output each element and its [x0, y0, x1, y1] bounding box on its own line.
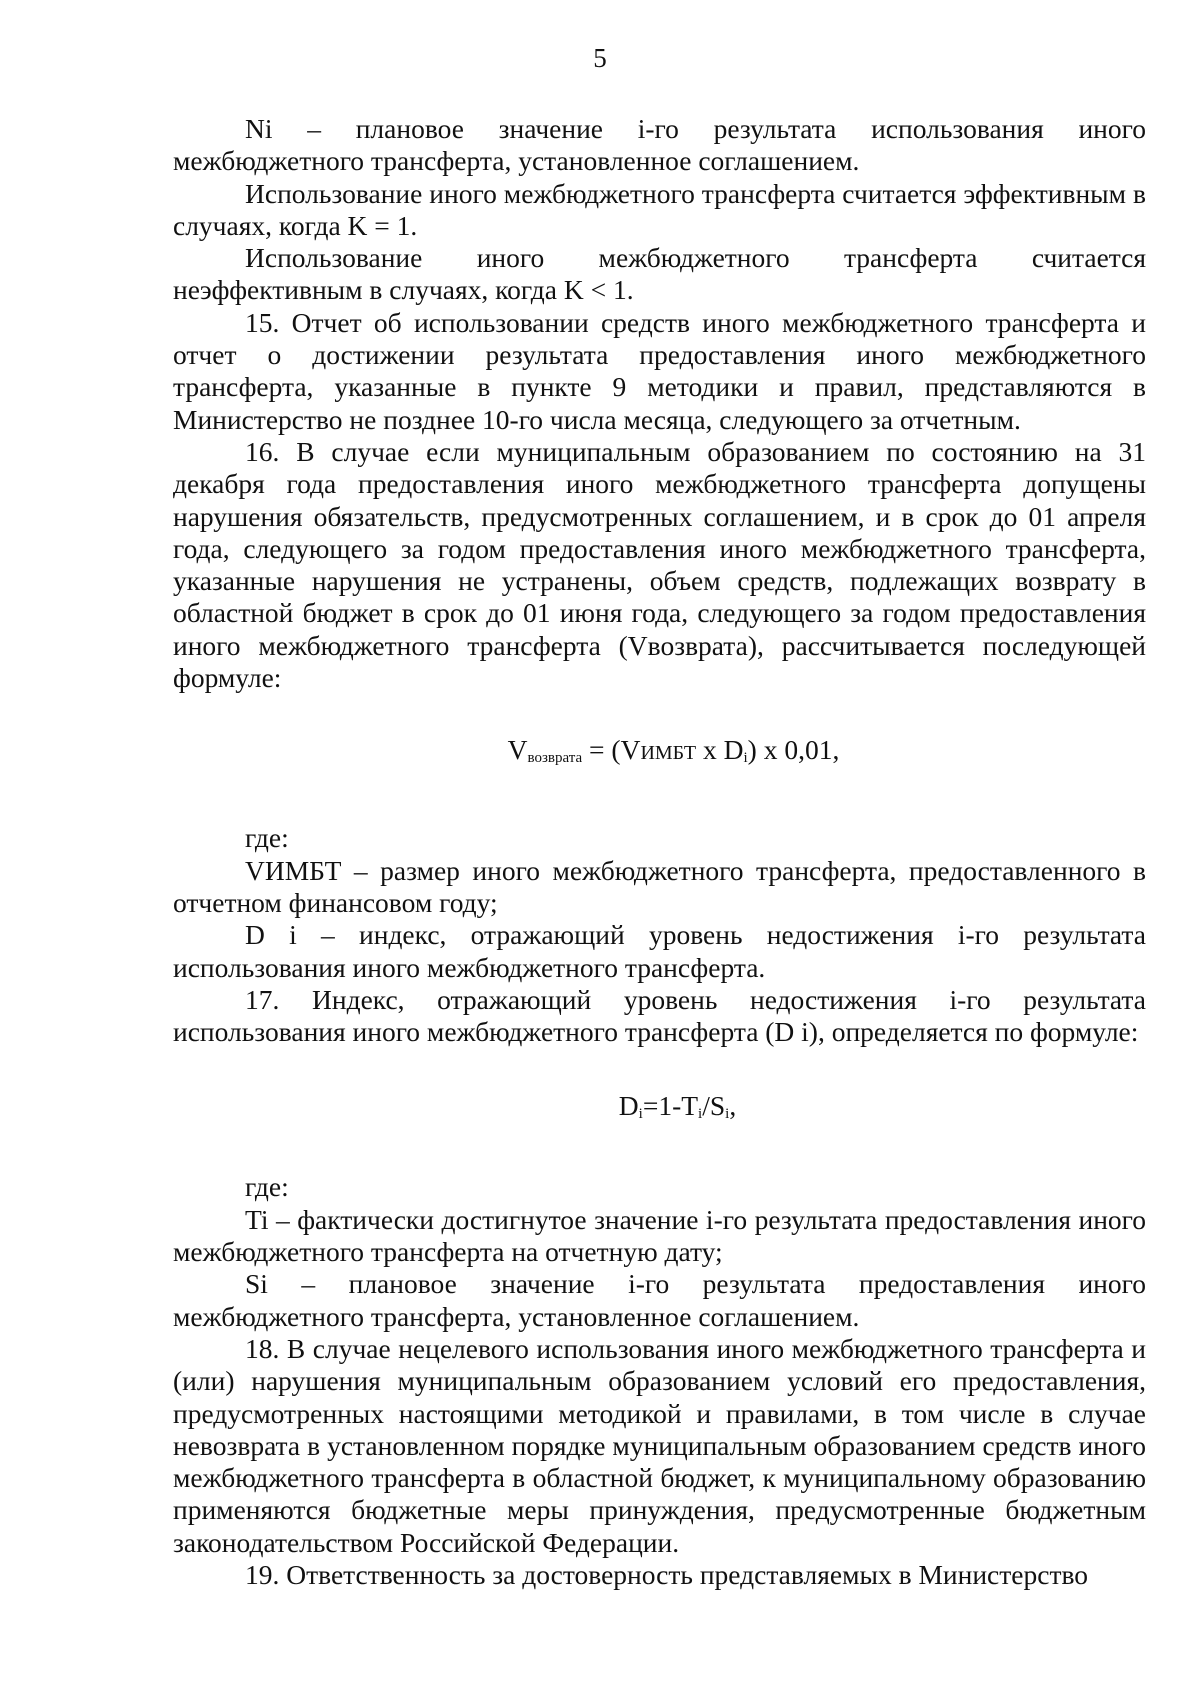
formula2-d-subscript: i — [638, 1106, 643, 1123]
formula2-slash-s: /S — [702, 1090, 726, 1122]
paragraph-ineffective: Использование иного межбюджетного трансферта считается неэффективным в случаях, когда K < 1. — [173, 242, 1146, 306]
formula2-eq: =1-T — [642, 1090, 699, 1122]
formula-v-subscript: возврата — [527, 750, 583, 767]
formula-tail: ) x 0,01, — [747, 734, 840, 766]
page-number: 5 — [593, 43, 607, 73]
paragraph-17: 17. Индекс, отражающий уровень недостижения i-го результата использования иного межбюджетного трансферта (D i), определяется по формуле: — [173, 983, 1146, 1048]
paragraph-19: 19. Ответственность за достоверность представляемых в Министерство — [245, 1558, 1089, 1590]
formula2-t-subscript: i — [698, 1106, 703, 1123]
formula-return-amount — [173, 734, 1146, 769]
paragraph-15: 15. Отчет об использовании средств иного межбюджетного трансферта и отчет о достижении результата предоставления иного межбюджетного трансферта, указанные в пункте 9 методики и правил, представляются в Министерство не позднее 10-го числа месяца, следующего за отчетным. — [173, 306, 1146, 435]
formula-d-subscript: i — [743, 750, 748, 767]
paragraph-n-definition: Ni – плановое значение i-го результата использования иного межбюджетного трансферта, установленное соглашением. — [173, 113, 1146, 177]
formula-v: V — [507, 734, 528, 766]
formula2-d: D — [618, 1090, 639, 1122]
definition-di: D i – индекс, отражающий уровень недостижения i-го результата использования иного межбюджетного трансферта. — [173, 919, 1146, 983]
formula2-end: , — [729, 1090, 737, 1122]
document-body — [173, 113, 1146, 1591]
formula-imbt: ИМБТ — [640, 742, 697, 765]
where-label-1: где: — [245, 822, 289, 854]
formula2-s-subscript: i — [725, 1106, 730, 1123]
formula-index — [173, 1090, 1146, 1122]
definition-si: Si – плановое значение i-го результата предоставления иного межбюджетного трансферта, установленное соглашением. — [173, 1268, 1146, 1332]
definition-vimbt: VИМБТ – размер иного межбюджетного трансферта, предоставленного в отчетном финансовом году; — [173, 854, 1146, 918]
definition-ti: Ti – фактически достигнутое значение i-го результата предоставления иного межбюджетного трансферта на отчетную дату; — [173, 1203, 1146, 1268]
paragraph-16: 16. В случае если муниципальным образованием по состоянию на 31 декабря года предоставления иного межбюджетного трансферта допущены нарушения обязательств, предусмотренных соглашением, и в срок до 01 апреля года, следующего за годом предоставления иного межбюджетного трансферта, указанные нарушения не устранены, объем средств, подлежащих возврату в областной бюджет в срок до 01 июня года, следующего за годом предоставления иного межбюджетного трансферта (Vвозврата), рассчитывается последующей формуле: — [173, 435, 1146, 694]
formula-mid: x D — [696, 734, 744, 766]
where-label-2: где: — [245, 1171, 289, 1203]
paragraph-effective: Использование иного межбюджетного трансферта считается эффективным в случаях, когда K = 1. — [173, 177, 1146, 241]
formula-eq-open: = (V — [582, 734, 641, 766]
paragraph-18: 18. В случае нецелевого использования иного межбюджетного трансферта и (или) нарушения муниципальным образованием условий его предоставления, предусмотренных настоящими методикой и правилами, в том числе в случае невозврата в установленном порядке муниципальным образованием средств иного межбюджетного трансферта в областной бюджет, к муниципальному образованию применяются бюджетные меры принуждения, предусмотренные бюджетным законодательством Российской Федерации. — [173, 1332, 1146, 1558]
